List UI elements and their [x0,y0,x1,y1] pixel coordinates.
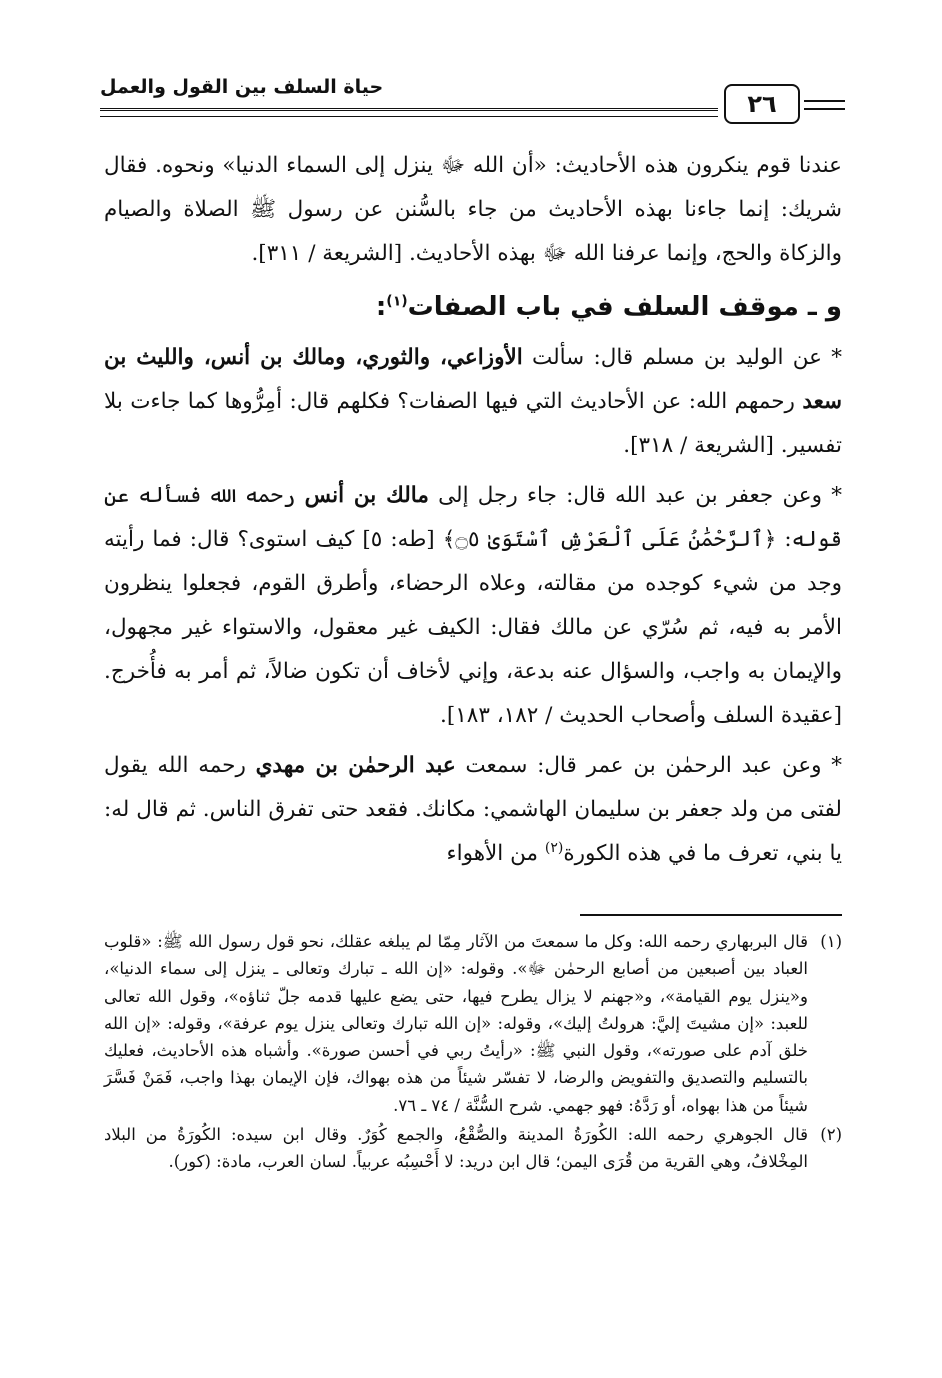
footnotes [104,928,842,1178]
paragraph-3 [104,474,842,738]
p3-lead: * وعن جعفر بن عبد الله قال: جاء رجل إلى [428,483,842,508]
body-text [104,144,842,882]
paragraph-2 [104,336,842,468]
header-rule-thin [100,116,718,117]
p4-name: عبد الرحمٰن بن مهدي [255,753,456,778]
section-heading-text: و ـ موقف السلف في باب الصفات [407,292,842,322]
p4-end: من الأهواء [446,841,545,866]
running-title: حياة السلف بين القول والعمل [100,76,384,98]
paragraph-4 [104,744,842,876]
footnote-1 [104,928,842,1119]
p3-rest: رحمه الله فسأله عن قوله: ﴿ٱلرَّحْمَٰنُ عَلَى ٱلْعَرْشِ ٱسْتَوَىٰ ۝٥﴾ [طه: ٥] كيف استوى؟ قال: فما رأيته وجد من شيء كوجده من مقالته، وعلاه الرحضاء، وأطرق القوم، فجعلوا ينظرون الأمر به فيه، ثم سُرّي عن مالك فقال: الكيف غير معقول، والاستواء غير مجهول، والإيمان به واجب، والسؤال عنه بدعة، وإني لأخاف أن تكون ضالاً، ثم أمر به فأُخرج. [عقيدة السلف وأصحاب الحديث / ١٨٢، ١٨٣]. [104,483,842,728]
footnote-text: قال الجوهري رحمه الله: الكُورَةُ المدينة والصُّقْعُ، والجمع كُوَرٌ. وقال ابن سيده: الكُورَةُ من البلاد المِخْلافُ، وهي القرية من قُرَى اليمن؛ قال ابن دريد: لا أَحْسِبُه عربياً. لسان العرب، مادة: (كور). [104,1125,808,1172]
page-number-text: ٢٦ [747,90,777,118]
footnote-ref-1: (١) [386,293,408,310]
p2-lead: * عن الوليد بن مسلم قال: سألت [522,345,842,370]
paragraph-1: عندنا قوم ينكرون هذه الأحاديث: «أن الله ﷻ ينزل إلى السماء الدنيا» ونحوه. فقال شريك: إنما جاءنا بهذه الأحاديث من جاء بالسُّنن عن رسول ﷺ الصلاة والصيام والزكاة والحج، وإنما عرفنا الله ﷻ بهذه الأحاديث. [الشريعة / ٣١١]. [104,153,842,266]
p2-rest: رحمهم الله: عن الأحاديث التي فيها الصفات؟ فكلهم قال: أمِرُّوها كما جاءت بلا تفسير. [الشريعة / ٣١٨]. [104,389,842,458]
footnote-text: قال البربهاري رحمه الله: وكل ما سمعتَ من الآثار مِمّا لم يبلغه عقلك، نحو قول رسول الله ﷺ: «قلوب العباد بين أصبعين من أصابع الرحمٰن ﷻ». وقوله: «إن الله ـ تبارك وتعالى ـ ينزل إلى سماء الدنيا»، و«ينزل يوم القيامة»، و«جهنم لا يزال يطرح فيها، حتى يضع عليها قدمه جلّ ثناؤه»، وقول الله تعالى للعبد: «إن مشيتَ إليَّ: هرولتُ إليك»، وقوله: «إن الله تبارك وتعالى ينزل يوم عرفة»، وقوله: «إن الله خلق آدم على صورته»، وقول النبي ﷺ: «رأيتُ ربي في أحسن صورة». وأشباه هذه الأحاديث، فعليك بالتسليم والتصديق والتفويض والرضا، لا تفسّر شيئاً من هذه بهواك، فإن الإيمان بهذا واجب، فَمَنْ فَسَّرَ شيئاً من هذا بهواه، أو رَدَّهُ: فهو جهمي. شرح السُّنَّة / ٧٤ ـ ٧٦. [104,932,808,1115]
header-rule-short [804,100,845,102]
p3-name: مالك بن أنس [304,483,429,508]
footnote-number: (١) [820,932,842,951]
heading-colon: : [375,292,387,322]
footnote-ref-2: (٢) [544,839,564,856]
p4-rest: رحمه الله يقول لفتى من ولد جعفر بن سليمان الهاشمي: مكانك. فقعد حتى تفرق الناس. ثم قال له: يا بني، تعرف ما في هذه الكورة [104,753,842,866]
p2-names: الأوزاعي، والثوري، ومالك بن أنس، والليث بن سعد [104,345,842,414]
footnote-separator [580,914,842,916]
page-number [724,84,800,124]
header-rule [100,108,718,111]
footnote-number: (٢) [820,1125,842,1145]
header-rule-short-2 [804,108,845,110]
p4-lead: * وعن عبد الرحمٰن بن عمر قال: سمعت [455,753,843,778]
running-header [100,70,845,120]
section-heading [104,282,842,332]
footnote-2 [104,1121,842,1176]
